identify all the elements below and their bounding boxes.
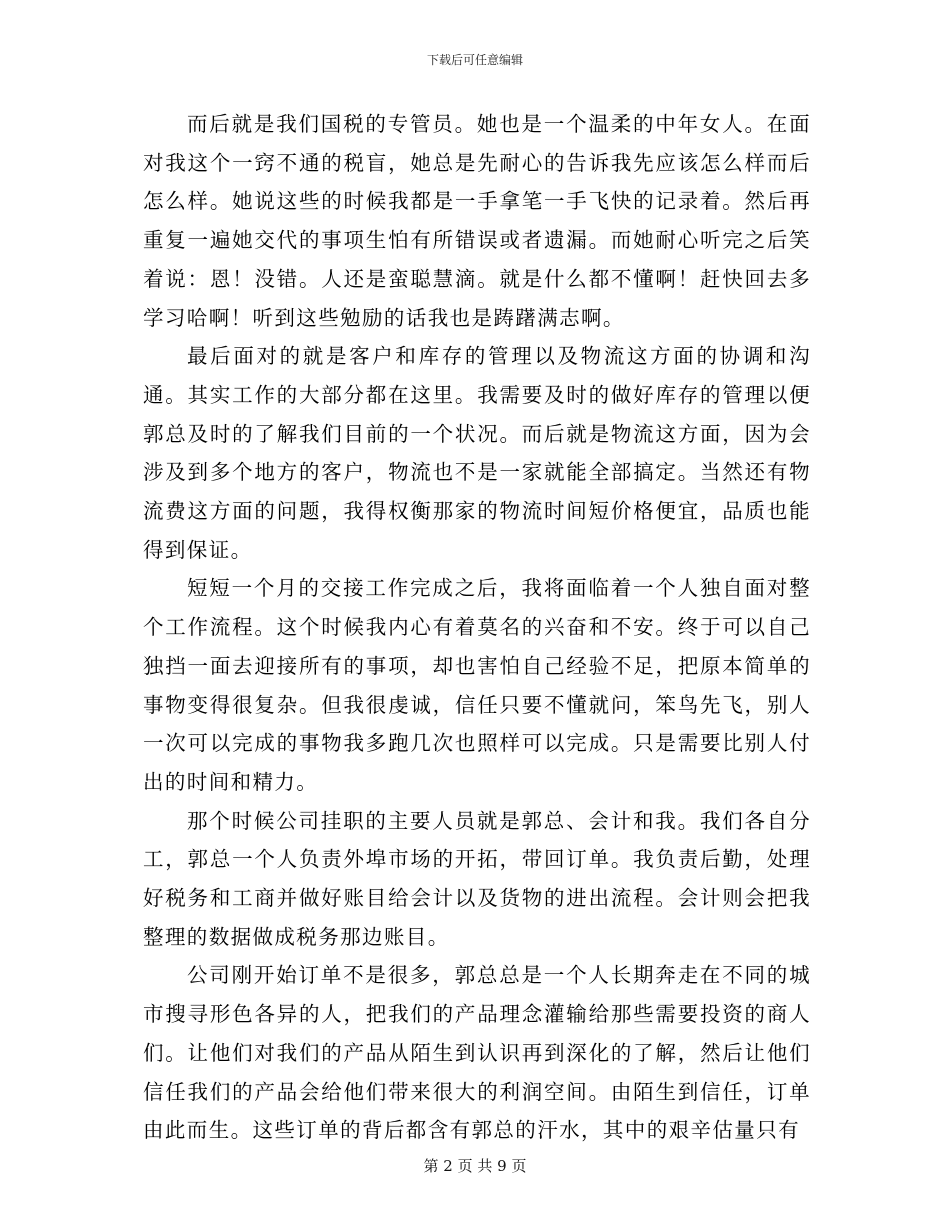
- paragraph-company-staff: 那个时候公司挂职的主要人员就是郭总、会计和我。我们各自分工，郭总一个人负责外埠市场的开拓，带回订单。我负责后勤，处理好税务和工商并做好账目给会计以及货物的进出流程。会计则会把我整理的数据做成税务那边账目。: [143, 808, 811, 949]
- paragraph-tax-officer: 而后就是我们国税的专管员。她也是一个温柔的中年女人。在面对我这个一窍不通的税盲，她总是先耐心的告诉我先应该怎么样而后怎么样。她说这些的时候我都是一手拿笔一手飞快的记录着。然后再重复一遍她交代的事项生怕有所错误或者遗漏。而她耐心听完之后笑着说：恩！没错。人还是蛮聪慧滴。就是什么都不懂啊！赶快回去多学习哈啊！听到这些勉励的话我也是踌躇满志啊。: [143, 112, 811, 330]
- paragraph-customers-inventory-logistics: 最后面对的就是客户和库存的管理以及物流这方面的协调和沟通。其实工作的大部分都在这里。我需要及时的做好库存的管理以便郭总及时的了解我们目前的一个状况。而后就是物流这方面，因为会涉及到多个地方的客户，物流也不是一家就能全部搞定。当然还有物流费这方面的问题，我得权衡那家的物流时间短价格便宜，品质也能得到保证。: [143, 344, 811, 562]
- document-body: [143, 105, 811, 1150]
- page-header-note: 下载后可任意编辑: [426, 53, 523, 67]
- paragraph-after-handover: 短短一个月的交接工作完成之后，我将面临着一个人独自面对整个工作流程。这个时候我内心有着莫名的兴奋和不安。终于可以自己独挡一面去迎接所有的事项，却也害怕自己经验不足，把原本简单的事物变得很复杂。但我很虔诚，信任只要不懂就问，笨鸟先飞，别人一次可以完成的事物我多跑几次也照样可以完成。只是需要比别人付出的时间和精力。: [143, 576, 811, 794]
- page-number: 第 2 页 共 9 页: [423, 1157, 527, 1175]
- paragraph-early-orders: 公司刚开始订单不是很多，郭总总是一个人长期奔走在不同的城市搜寻形色各异的人，把我们的产品理念灌输给那些需要投资的商人们。让他们对我们的产品从陌生到认识再到深化的了解，然后让他们信任我们的产品会给他们带来很大的利润空间。由陌生到信任，订单由此而生。这些订单的背后都含有郭总的汗水，其中的艰辛估量只有: [143, 963, 811, 1143]
